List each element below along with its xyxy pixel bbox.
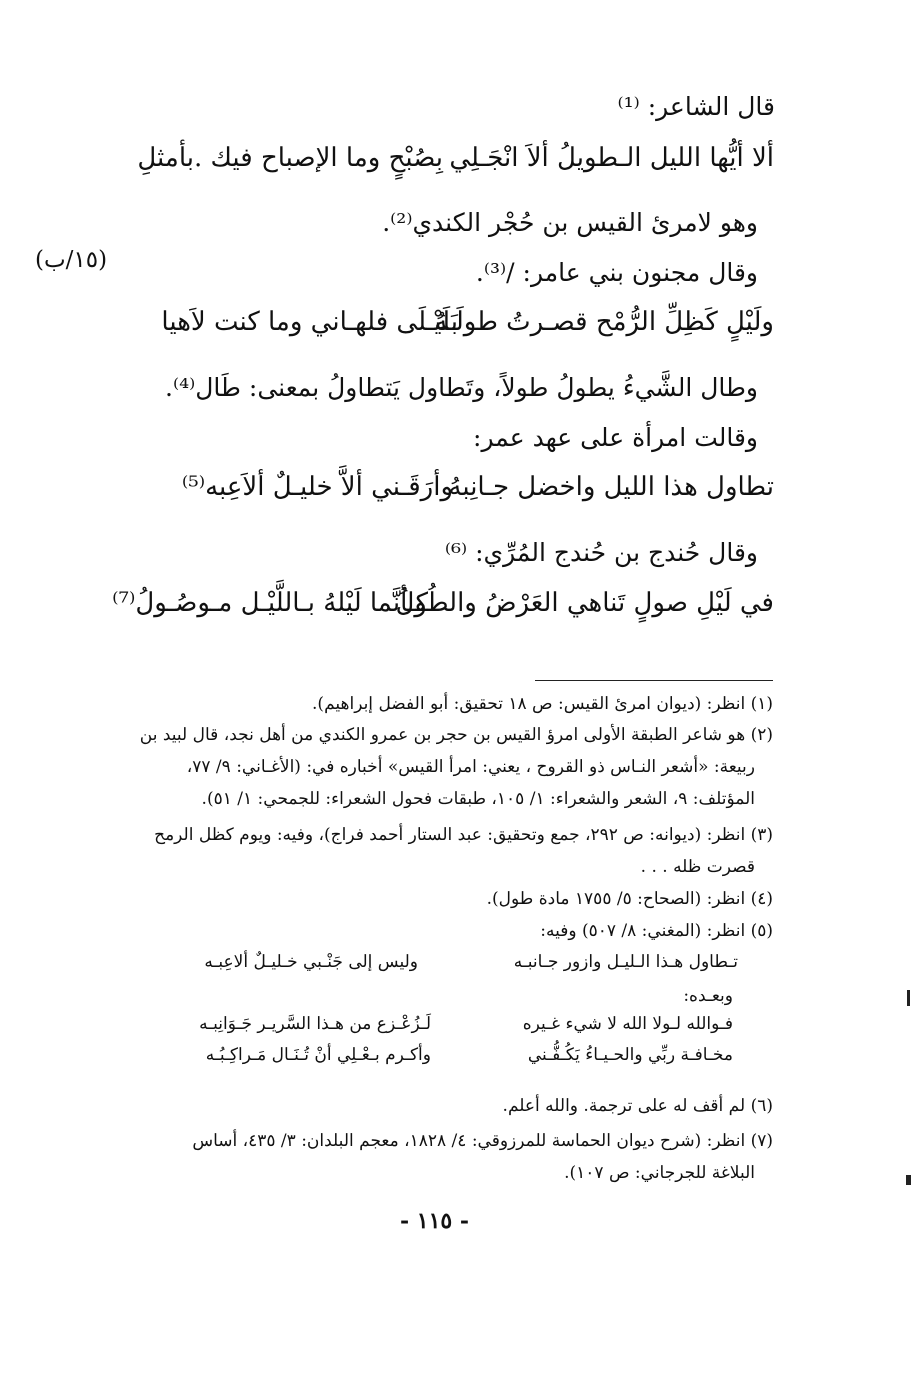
footnote-verse-hemistich-1: فـوالله لـولا الله لا شيء غـيره	[522, 1014, 733, 1034]
text-line: وطال الشَّيءُ يطولُ طولاً، وتَطاول يَتطاولُ بمعنى: طَال⁽⁴⁾.	[165, 373, 758, 402]
footnote: قصرت ظله . . .	[640, 857, 755, 877]
footnote: البلاغة للجرجاني: ص ١٠٧).	[564, 1163, 755, 1183]
footnote: (٥) انظر: (المغني: ٨/ ٥٠٧) وفيه:	[540, 921, 773, 941]
footnote: (١) انظر: (ديوان امرئ القيس: ص ١٨ تحقيق: أبو الفضل إبراهيم).	[312, 694, 773, 714]
footnote: (٣) انظر: (ديوانه: ص ٢٩٢، جمع وتحقيق: عبد الستار أحمد فراج)، وفيه: ويوم كظل الرمح	[154, 825, 773, 845]
footnote: ربيعة: «أشعر النـاس ذو القروح ، يعني: امرأ القيس» أخباره في: (الأغـاني: ٩/ ٧٧،	[186, 757, 755, 777]
text-line: وهو لامرئ القيس بن حُجْر الكندي⁽²⁾.	[382, 208, 758, 237]
verse-hemistich-1: تطاول هذا الليل واخضل جـانِبهُ	[448, 472, 774, 502]
footnote-verse-hemistich-2: وأكـرم بـعْـلِي أنْ تُـنَـال مَـراكِـبُـه	[205, 1045, 431, 1065]
footnote: (٧) انظر: (شرح ديوان الحماسة للمرزوقي: ٤/ ١٨٢٨، معجم البلدان: ٣/ ٤٣٥، أساس	[192, 1131, 773, 1151]
verse-hemistich-1: في لَيْلِ صولٍ تَناهي العَرْضُ والطُولُ	[395, 588, 774, 618]
footnote-verse-hemistich-2: لَـزُعْـزع من هـذا السَّريـر جَـوَانِبـه	[199, 1014, 431, 1034]
footnote: (٦) لم أقف له على ترجمة. والله أعلم.	[502, 1096, 773, 1116]
page-number: - ١١٥ -	[400, 1208, 470, 1234]
scan-edge-mark	[906, 1175, 911, 1185]
footnote: المؤتلف: ٩، الشعر والشعراء: ١/ ١٠٥، طبقات فحول الشعراء: للجمحي: ١/ ٥١).	[201, 789, 755, 809]
text-line: وقال مجنون بني عامر: /⁽³⁾.	[475, 258, 758, 287]
verse-hemistich-2: وأرَقَـني ألاَّ خليـلٌ ألاَعِبه⁽⁵⁾	[181, 472, 453, 502]
text-line: وقال حُندج بن حُندج المُرِّي: ⁽⁶⁾	[444, 538, 758, 567]
footnote-verse-hemistich-1: مخـافـة ربِّي والحـيـاءُ يَكُـفُّـني	[527, 1045, 733, 1065]
verse-hemistich-2: بِصُبْحٍ وما الإصباح فيك .بأمثلِ	[137, 143, 443, 173]
footnote-verse-hemistich-2: وليس إلى جَنْـبي خـليـلٌ ألاعِبـه	[204, 952, 418, 972]
folio-marker: (١٥/ب)	[35, 247, 108, 273]
footnote: وبعـده:	[683, 986, 733, 1006]
verse-hemistich-2: بَلَيْـلَى فلهـاني وما كنت لاَهيا	[161, 307, 458, 337]
verse-hemistich-2: كـأنَّما لَيْلهُ بـاللَّيْـل مـوصُـولُ⁽⁷⁾	[112, 588, 428, 618]
scan-edge-mark	[907, 990, 910, 1006]
text-line: قال الشاعر: ⁽¹⁾	[617, 92, 775, 121]
footnote-verse-hemistich-1: تـطاول هـذا الـليـل وازور جـانبـه	[513, 952, 738, 972]
footnote: (٤) انظر: (الصحاح: ٥/ ١٧٥٥ مادة طول).	[486, 889, 773, 909]
footnote: (٢) هو شاعر الطبقة الأولى امرؤ القيس بن حجر بن عمرو الكندي من أهل نجد، قال لبيد بن	[139, 725, 773, 745]
verse-hemistich-1: ولَيْلٍ كَظِلِّ الرُّمْح قصـرتُ طولَـهُ	[434, 307, 774, 337]
footnote-separator	[535, 680, 773, 681]
verse-hemistich-1: ألا أيُّها الليل الـطويلُ ألاَ انْجَـلِي	[449, 143, 774, 173]
text-line: وقالت امرأة على عهد عمر:	[473, 423, 758, 452]
